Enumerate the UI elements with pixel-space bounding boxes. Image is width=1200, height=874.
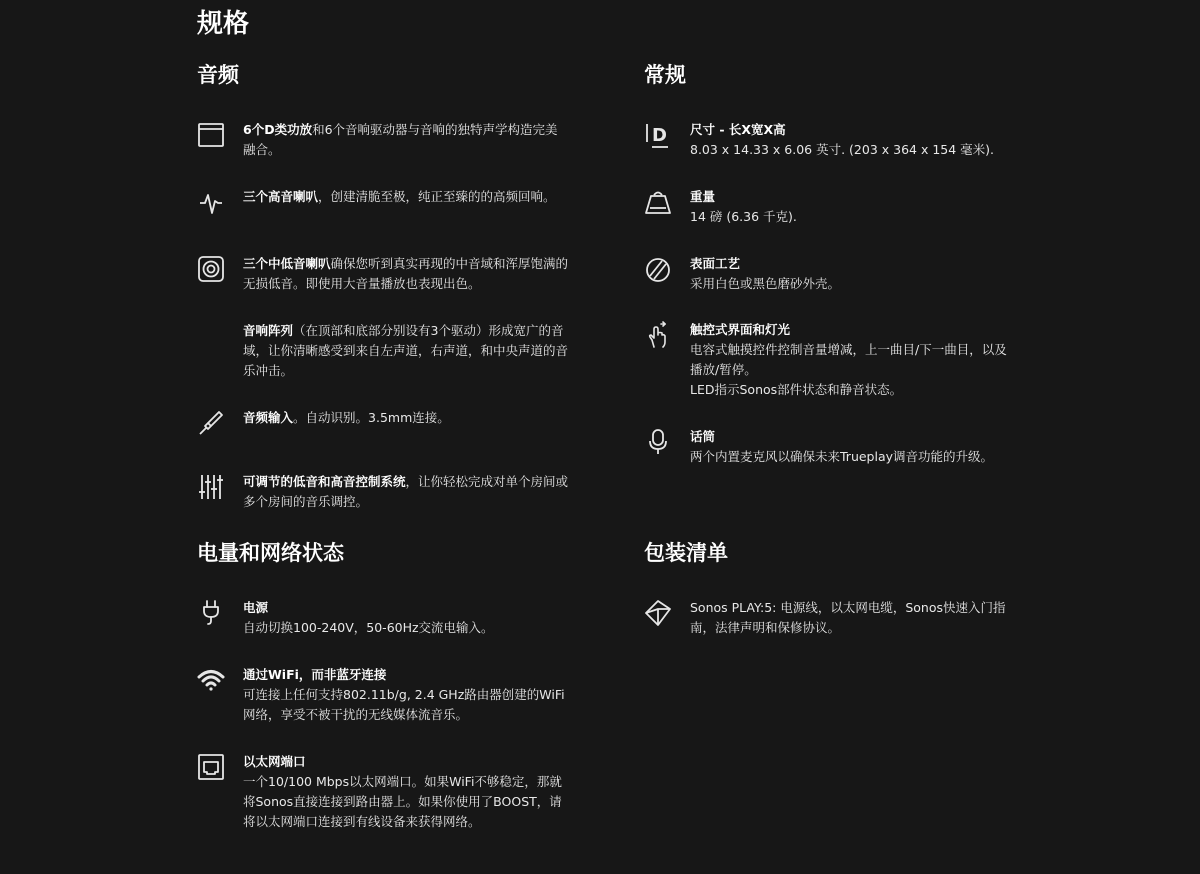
audio-input-heading: 音频输入 bbox=[243, 410, 294, 425]
speaker-array-heading: 音响阵列 bbox=[243, 323, 294, 338]
power-section-title: 电量和网络状态 bbox=[197, 541, 344, 565]
power-heading: 电源 bbox=[243, 600, 269, 615]
dimensions-value: 8.03 x 14.33 x 6.06 英寸. (203 x 364 x 154 毫米). bbox=[690, 142, 995, 157]
audio-section-title: 音频 bbox=[197, 63, 239, 87]
tweeters-heading: 三个高音喇叭 bbox=[243, 189, 319, 204]
weight-icon bbox=[644, 187, 672, 215]
woofers-heading: 三个中低音喇叭 bbox=[243, 256, 331, 271]
wifi-description: 可连接上任何支持802.11b/g, 2.4 GHz路由器创建的WiFi网络，享受不被干扰的无线媒体流音乐。 bbox=[243, 687, 565, 722]
package-contents-description: Sonos PLAY:5: 电源线，以太网电缆，Sonos快速入门指南，法律声明和保修协议。 bbox=[690, 600, 1006, 635]
woofers-description: 确保您听到真实再现的中音域和浑厚饱满的无损低音。即使用大音量播放也表现出色。 bbox=[243, 256, 569, 291]
page-title: 规格 bbox=[197, 9, 250, 39]
weight-heading: 重量 bbox=[690, 189, 716, 204]
microphone-heading: 话筒 bbox=[690, 429, 716, 444]
tweeters-description: ，创建清脆至极，纯正至臻的的高频回响。 bbox=[318, 189, 556, 204]
touch-controls-led: LED指示Sonos部件状态和静音状态。 bbox=[690, 382, 903, 397]
waveform-icon bbox=[197, 187, 225, 215]
general-section-title: 常规 bbox=[644, 63, 686, 87]
eq-controls-heading: 可调节的低音和高音控制系统 bbox=[243, 474, 406, 489]
audio-jack-icon bbox=[197, 408, 225, 436]
speaker-box-icon bbox=[197, 120, 225, 148]
finish-icon bbox=[644, 254, 672, 282]
dimensions-heading: 尺寸 - 长X宽X高 bbox=[690, 122, 786, 137]
touch-controls-description: 电容式触摸控件控制音量增减，上一曲目/下一曲目，以及播放/暂停。 bbox=[690, 342, 1007, 377]
amplifiers-heading: 6个D类功放 bbox=[243, 122, 313, 137]
power-description: 自动切换100-240V，50-60Hz交流电输入。 bbox=[243, 620, 494, 635]
ethernet-port-icon bbox=[197, 752, 225, 780]
ethernet-description: 一个10/100 Mbps以太网端口。如果WiFi不够稳定，那就将Sonos直接连接到路由器上。如果你使用了BOOST，请将以太网端口连接到有线设备来获得网络。 bbox=[243, 774, 562, 829]
wifi-heading: 通过WiFi，而非蓝牙连接 bbox=[243, 667, 387, 682]
microphone-description: 两个内置麦克风以确保未来Trueplay调音功能的升级。 bbox=[690, 449, 994, 464]
audio-input-description: 。自动识别。3.5mm连接。 bbox=[293, 410, 450, 425]
wifi-icon bbox=[197, 665, 225, 693]
amplifiers-description: 和6个音响驱动器与音响的独特声学构造完美融合。 bbox=[243, 122, 558, 157]
svg-text:D: D bbox=[652, 125, 667, 146]
package-section-title: 包装清单 bbox=[644, 541, 728, 565]
microphone-icon bbox=[644, 427, 672, 455]
equalizer-sliders-icon bbox=[197, 472, 225, 500]
finish-value: 采用白色或黑色磨砂外壳。 bbox=[690, 276, 841, 291]
woofer-icon bbox=[197, 254, 225, 282]
eq-controls-description: ，让你轻松完成对单个房间或多个房间的音乐调控。 bbox=[243, 474, 569, 509]
finish-heading: 表面工艺 bbox=[690, 256, 741, 271]
box-icon bbox=[644, 598, 672, 626]
ethernet-heading: 以太网端口 bbox=[243, 754, 306, 769]
touch-hand-icon bbox=[644, 320, 672, 348]
touch-controls-heading: 触控式界面和灯光 bbox=[690, 322, 791, 337]
speaker-array-description: （在顶部和底部分别设有3个驱动）形成宽广的音域，让你清晰感受到来自左声道，右声道，和中央声道的音乐冲击。 bbox=[243, 323, 569, 378]
weight-value: 14 磅 (6.36 千克). bbox=[690, 209, 797, 224]
dimensions-icon bbox=[644, 120, 672, 148]
power-plug-icon bbox=[197, 598, 225, 626]
